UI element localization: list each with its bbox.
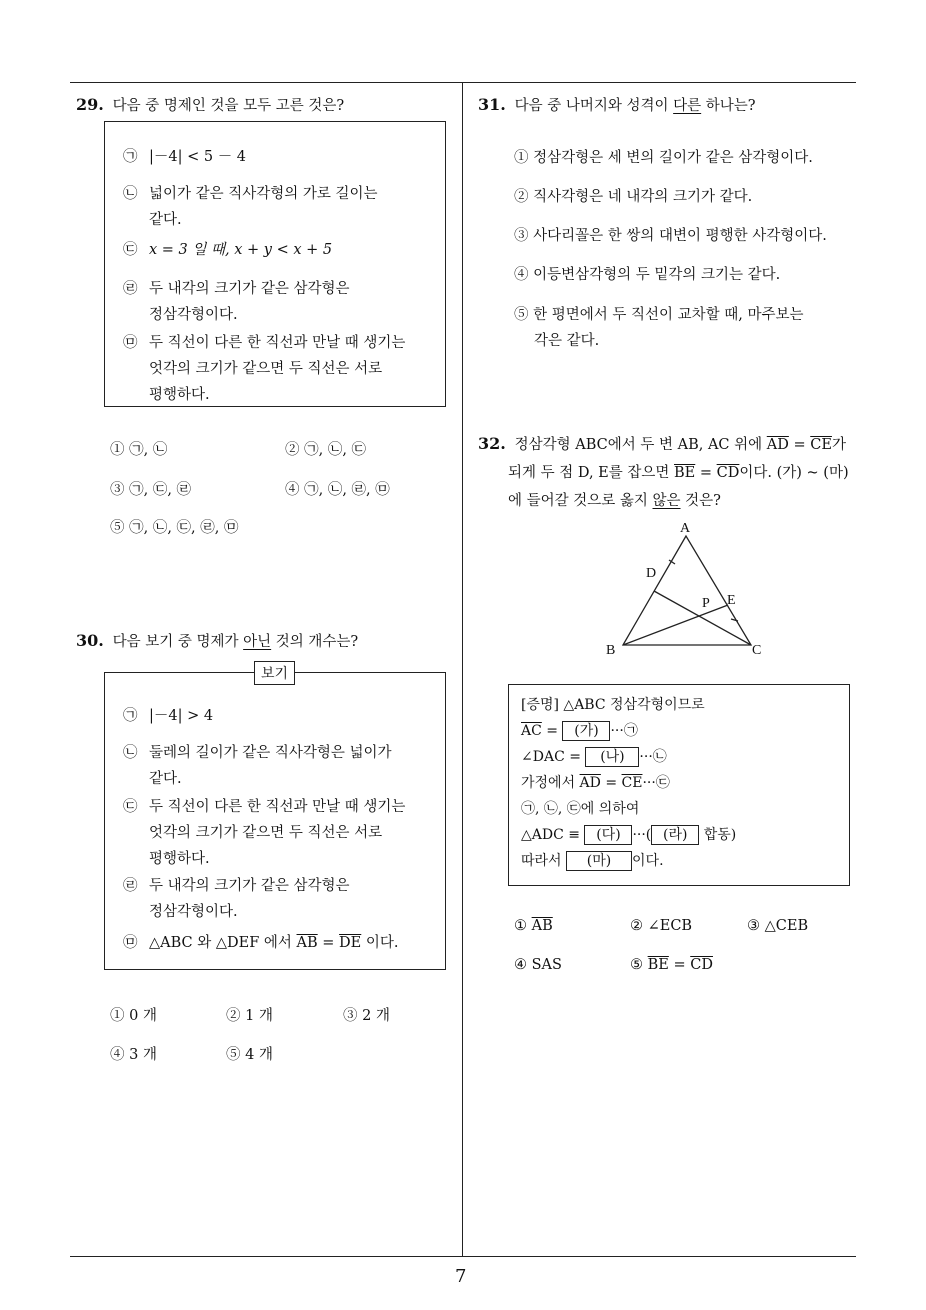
q31-number: 31.	[478, 95, 506, 114]
q30-bogi-box	[104, 672, 446, 970]
label-d: D	[646, 566, 657, 581]
proof-line-1: [증명] △ABC 정삼각형이므로	[521, 697, 705, 713]
q32-option-5[interactable]: ⑤ $\overline{BE} = \overline{CD}$	[630, 957, 713, 973]
blank-da: (다)	[584, 825, 632, 845]
q29-statement-box	[104, 121, 446, 407]
q32-proof-box	[508, 684, 850, 886]
q31-header	[478, 94, 756, 115]
q30-item-5: ㉤ △ABC 와 △DEF 에서 $\overline{AB} = \overline{DE}$ 이다.	[123, 935, 399, 951]
blank-ra: (라)	[651, 825, 699, 845]
q30-text: 다음 보기 중 명제가 아닌 것의 개수는?	[112, 634, 359, 650]
q31-option-5[interactable]: ⑤ 한 평면에서 두 직선이 교차할 때, 마주보는 각은 같다.	[514, 307, 804, 349]
q30-option-2[interactable]: ② 1 개	[226, 1008, 273, 1024]
q32-triangle-figure	[596, 518, 776, 663]
q30-number: 30.	[76, 631, 104, 650]
q30-option-4[interactable]: ④ 3 개	[110, 1047, 157, 1063]
q30-option-1[interactable]: ① 0 개	[110, 1008, 157, 1024]
q30-item-4: ㉣ 두 내각의 크기가 같은 삼각형은 정삼각형이다.	[123, 878, 350, 920]
q29-text: 다음 중 명제인 것을 모두 고른 것은?	[112, 98, 345, 114]
q29-item-4: ㉣ 두 내각의 크기가 같은 삼각형은 정삼각형이다.	[123, 281, 350, 323]
q29-option-5[interactable]: ⑤ ㉠, ㉡, ㉢, ㉣, ㉤	[110, 520, 239, 536]
proof-line-5: ㉠, ㉡, ㉢에 의하여	[521, 801, 640, 817]
proof-line-6: △ADC ≡ (다) ···( (라) 합동)	[521, 827, 737, 843]
q32-option-4[interactable]: ④ SAS	[514, 957, 562, 973]
bottom-rule	[70, 1256, 856, 1257]
proof-line-4: 가정에서 $\overline{AD}$ = $\overline{CE}\cdot\cdot\cdot㉢$	[521, 775, 670, 791]
q29-item-5: ㉤ 두 직선이 다른 한 직선과 만날 때 생기는 엇각의 크기가 같으면 두 직선은 서로 평행하다.	[123, 335, 406, 403]
q29-item-1: ㉠ |－4| < 5 － 4	[123, 149, 247, 165]
q30-item-3: ㉢ 두 직선이 다른 한 직선과 만날 때 생기는 엇각의 크기가 같으면 두 직선은 서로 평행하다.	[123, 799, 406, 867]
blank-ma: (마)	[566, 851, 632, 871]
q31-option-1[interactable]: ① 정삼각형은 세 변의 길이가 같은 삼각형이다.	[514, 150, 813, 166]
proof-line-3: ∠DAC = (나) ···㉡	[521, 749, 667, 765]
segment-be	[623, 605, 728, 645]
proof-line-2: $\overline{AC}$ = (가) ···㉠	[521, 723, 638, 739]
label-a: A	[680, 521, 691, 536]
q29-option-4[interactable]: ④ ㉠, ㉡, ㉣, ㉤	[285, 482, 390, 498]
q29-item-3: ㉢ x = 3 일 때, x + y < x + 5	[123, 242, 333, 258]
q30-option-3[interactable]: ③ 2 개	[343, 1008, 390, 1024]
q29-option-2[interactable]: ② ㉠, ㉡, ㉢	[285, 442, 367, 458]
q30-item-1: ㉠ |－4| > 4	[123, 708, 214, 724]
label-b: B	[606, 643, 616, 658]
q30-header	[76, 630, 358, 651]
q29-item-2: ㉡ 넓이가 같은 직사각형의 가로 길이는 같다.	[123, 186, 378, 228]
q30-option-5[interactable]: ⑤ 4 개	[226, 1047, 273, 1063]
label-p: P	[702, 596, 710, 611]
q31-option-2[interactable]: ② 직사각형은 네 내각의 크기가 같다.	[514, 189, 753, 205]
q32-option-3[interactable]: ③ △CEB	[747, 918, 809, 934]
q32-number: 32.	[478, 434, 506, 453]
q31-option-3[interactable]: ③ 사다리꼴은 한 쌍의 대변이 평행한 사각형이다.	[514, 228, 827, 244]
q29-option-1[interactable]: ① ㉠, ㉡	[110, 442, 168, 458]
q32-option-2[interactable]: ② ∠ECB	[630, 918, 693, 934]
triangle-abc	[623, 536, 751, 645]
blank-na: (나)	[585, 747, 639, 767]
proof-line-7: 따라서 (마) 이다.	[521, 853, 664, 869]
q30-item-2: ㉡ 둘레의 길이가 같은 직사각형은 넓이가 같다.	[123, 745, 392, 787]
tick-ce	[731, 619, 738, 621]
q29-number: 29.	[76, 95, 104, 114]
page-number: 7	[455, 1266, 467, 1287]
q29-option-3[interactable]: ③ ㉠, ㉢, ㉣	[110, 482, 192, 498]
q31-option-4[interactable]: ④ 이등변삼각형의 두 밑각의 크기는 같다.	[514, 267, 781, 283]
q32-header: 32. 정삼각형 ABC에서 두 변 AB, AC 위에 $\overline{AD} = \overline{CE}$가 되게 두 점 D, E를 잡으면 $\overline{BE} = \overline{CD}$이다. (가) ~ (마) 에 들어갈 것으로 옳지 않은 것은?	[478, 434, 849, 509]
label-e: E	[727, 593, 736, 608]
bogi-label: 보기	[254, 661, 295, 685]
column-divider	[462, 82, 463, 1257]
blank-ga: (가)	[562, 721, 610, 741]
q31-text: 다음 중 나머지와 성격이 다른 하나는?	[514, 98, 756, 114]
q29-header	[76, 94, 344, 115]
q32-option-1[interactable]: ① $\overline{AB}$	[514, 918, 553, 934]
top-rule	[70, 82, 856, 83]
label-c: C	[752, 643, 762, 658]
